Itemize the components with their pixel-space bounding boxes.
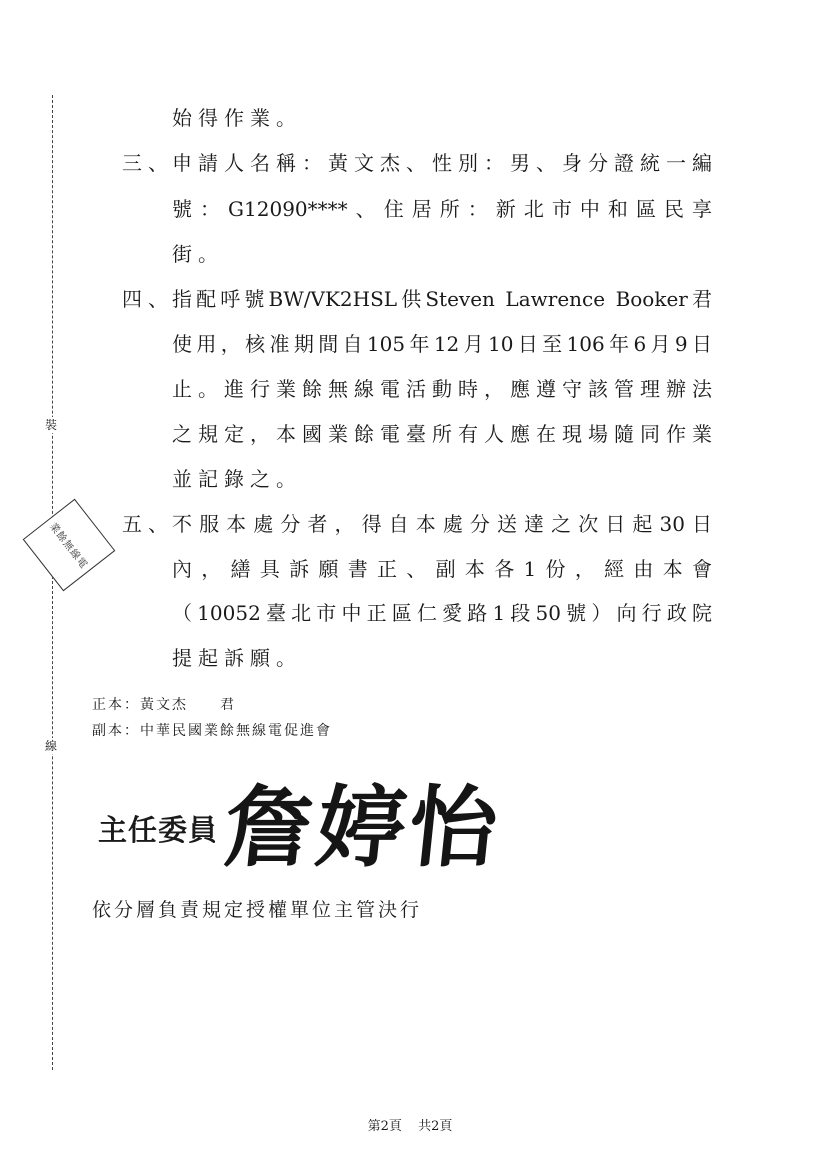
- page-footer: [0, 1115, 820, 1134]
- binding-line: [52, 95, 53, 1070]
- item5-line2: 內，繕具訴願書正、副本各1份，經由本會: [172, 557, 712, 581]
- item5-line1: 不服本處分者，得自本處分送達之次日起30日: [172, 512, 712, 536]
- item4-line4: 之規定，本國業餘電臺所有人應在現場隨同作業: [172, 422, 712, 446]
- seam-stamp: [23, 499, 116, 592]
- item-number-3: 三、: [122, 151, 174, 175]
- binding-label-bottom: 線: [44, 739, 57, 753]
- item4-line1: 指配呼號BW/VK2HSL供Steven Lawrence Booker君: [172, 287, 712, 311]
- para-two-tail: 始得作業。: [172, 106, 302, 130]
- original-recipient: 正本：黃文杰 君: [92, 697, 236, 713]
- item4-line2: 使用，核准期間自105年12月10日至106年6月9日: [172, 332, 712, 356]
- item4-line5: 並記錄之。: [172, 467, 302, 491]
- copy-recipient: 副本：中華民國業餘無線電促進會: [92, 723, 332, 739]
- item3-line2: 號：G12090****、住居所：新北市中和區民享: [172, 197, 712, 221]
- seam-stamp-text: 業餘無線電: [46, 521, 89, 572]
- item4-line3: 止。進行業餘無線電活動時，應遵守該管理辦法: [172, 377, 712, 401]
- page-total: 共2頁: [418, 1119, 453, 1134]
- binding-label-top: 裝: [44, 418, 57, 432]
- item5-line3: （10052臺北市中正區仁愛路1段50號）向行政院: [172, 601, 712, 625]
- signatory-name: 詹婷怡: [219, 776, 507, 879]
- item3-line1: 申請人名稱：黃文杰、性別：男、身分證統一編: [172, 151, 712, 175]
- page-number: 第2頁: [367, 1119, 402, 1134]
- signatory-title: 主任委員: [98, 813, 219, 847]
- item3-line3: 街。: [172, 242, 224, 266]
- delegation-note: 依分層負責規定授權單位主管決行: [92, 899, 423, 921]
- item5-line4: 提起訴願。: [172, 646, 302, 670]
- item-number-5: 五、: [122, 512, 174, 536]
- item-number-4: 四、: [122, 287, 174, 311]
